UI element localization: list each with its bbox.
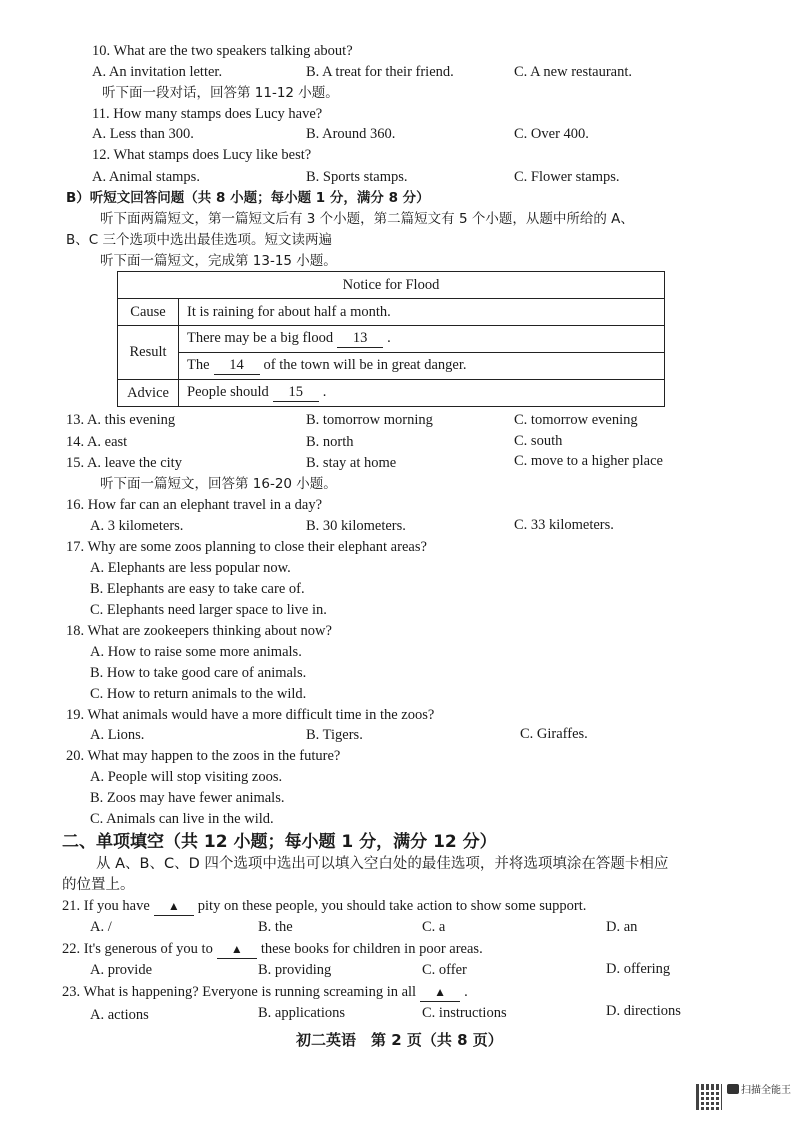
qr-code-pattern: [699, 1087, 719, 1107]
q20-option-b: B. Zoos may have fewer animals.: [90, 790, 285, 806]
q21-suffix: pity on these people, you should take action to show some support.: [197, 898, 587, 914]
q23-stem: [62, 983, 468, 1002]
blank-13: 13: [337, 330, 383, 348]
page-footer: 初二英语 第 2 页（共 8 页）: [296, 1031, 503, 1049]
q14-option-c: C. south: [514, 433, 563, 449]
q16-option-c: C. 33 kilometers.: [514, 517, 614, 533]
q21-option-b: B. the: [258, 919, 293, 935]
q11-stem: 11. How many stamps does Lucy have?: [92, 106, 323, 122]
advice-row: [179, 380, 665, 407]
q18-option-b: B. How to take good care of animals.: [90, 665, 307, 681]
q14-option-b: B. north: [306, 434, 354, 450]
q12-option-c: C. Flower stamps.: [514, 169, 620, 185]
q10-option-a: A. An invitation letter.: [92, 64, 223, 80]
q22-option-a: A. provide: [90, 962, 153, 978]
part2-intro-1: 从 A、B、C、D 四个选项中选出可以填入空白处的最佳选项，并将选项填涂在答题卡相应: [96, 856, 669, 872]
q13-option-a: 13. A. this evening: [66, 412, 176, 428]
q21-stem: [62, 897, 586, 916]
result-label: Result: [118, 326, 179, 380]
scanner-brand: 扫描全能王: [741, 1085, 791, 1096]
q10-option-b: B. A treat for their friend.: [306, 64, 454, 80]
q23-option-d: D. directions: [606, 1003, 681, 1019]
part2-heading: 二、单项填空（共 12 小题；每小题 1 分，满分 12 分）: [62, 832, 497, 852]
q17-option-c: C. Elephants need larger space to live in.: [90, 602, 327, 618]
notice-title: Notice for Flood: [118, 272, 665, 299]
q21-blank-marker: ▲: [167, 899, 180, 913]
q13-option-b: B. tomorrow morning: [306, 412, 433, 428]
advice-label: Advice: [118, 380, 179, 407]
advice-prefix: People should: [187, 384, 269, 400]
q23-blank-marker: ▲: [434, 985, 447, 999]
q22-option-d: D. offering: [606, 961, 671, 977]
q22-option-b: B. providing: [258, 962, 332, 978]
q12-stem: 12. What stamps does Lucy like best?: [92, 147, 312, 163]
q21-option-a: A. /: [90, 919, 112, 935]
q18-option-a: A. How to raise some more animals.: [90, 644, 302, 660]
q19-stem: 19. What animals would have a more difficult time in the zoos?: [66, 707, 435, 723]
dialog-note: 听下面一段对话，回答第 11-12 小题。: [102, 85, 339, 101]
q13-option-c: C. tomorrow evening: [514, 412, 638, 428]
q18-stem: 18. What are zookeepers thinking about now?: [66, 623, 332, 639]
q15-option-b: B. stay at home: [306, 455, 397, 471]
result-row-1: [179, 326, 665, 353]
q22-option-c: C. offer: [422, 962, 467, 978]
q21-option-d: D. an: [606, 919, 638, 935]
q23-prefix: 23. What is happening? Everyone is running screaming in all: [62, 984, 417, 1000]
q22-blank-marker: ▲: [230, 942, 243, 956]
cause-label: Cause: [118, 299, 179, 326]
q20-option-a: A. People will stop visiting zoos.: [90, 769, 283, 785]
q19-option-b: B. Tigers.: [306, 727, 363, 743]
part2-intro-2: 的位置上。: [62, 877, 135, 893]
q11-option-b: B. Around 360.: [306, 126, 396, 142]
q22-prefix: 22. It's generous of you to: [62, 941, 213, 957]
q10-option-c: C. A new restaurant.: [514, 64, 632, 80]
q20-stem: 20. What may happen to the zoos in the future?: [66, 748, 341, 764]
q22-stem: [62, 940, 483, 959]
blank-14: 14: [214, 357, 260, 375]
q15-option-c: C. move to a higher place: [514, 453, 663, 469]
q18-option-c: C. How to return animals to the wild.: [90, 686, 307, 702]
result2-suffix: of the town will be in great danger.: [263, 357, 467, 373]
section-b-heading: B）听短文回答问题（共 8 小题；每小题 1 分，满分 8 分）: [66, 190, 430, 206]
q16-option-b: B. 30 kilometers.: [306, 518, 406, 534]
q20-option-c: C. Animals can live in the wild.: [90, 811, 274, 827]
q12-option-b: B. Sports stamps.: [306, 169, 408, 185]
q23-option-c: C. instructions: [422, 1005, 507, 1021]
passage1-note: 听下面一篇短文，完成第 13-15 小题。: [100, 253, 337, 269]
q14-option-a: 14. A. east: [66, 434, 128, 450]
q22-suffix: these books for children in poor areas.: [260, 941, 483, 957]
passage2-note: 听下面一篇短文，回答第 16-20 小题。: [100, 476, 337, 492]
q10-stem: 10. What are the two speakers talking about?: [92, 43, 353, 59]
blank-15: 15: [273, 384, 319, 402]
q17-option-b: B. Elephants are easy to take care of.: [90, 581, 305, 597]
q21-blank: [154, 897, 194, 916]
advice-suffix: .: [322, 384, 327, 400]
q21-prefix: 21. If you have: [62, 898, 150, 914]
q16-stem: 16. How far can an elephant travel in a day?: [66, 497, 323, 513]
q16-option-a: A. 3 kilometers.: [90, 518, 184, 534]
q11-option-c: C. Over 400.: [514, 126, 589, 142]
q15-option-a: 15. A. leave the city: [66, 455, 182, 471]
q23-blank: [420, 983, 460, 1002]
q23-suffix: .: [464, 984, 468, 1000]
result1-suffix: .: [387, 330, 391, 346]
q17-stem: 17. Why are some zoos planning to close their elephant areas?: [66, 539, 427, 555]
q21-option-c: C. a: [422, 919, 446, 935]
result1-prefix: There may be a big flood: [187, 330, 334, 346]
q19-option-a: A. Lions.: [90, 727, 145, 743]
q11-option-a: A. Less than 300.: [92, 126, 194, 142]
section-b-intro-1: 听下面两篇短文，第一篇短文后有 3 个小题，第二篇短文有 5 个小题，从题中所给的 A、: [100, 211, 634, 227]
cause-text: It is raining for about half a month.: [179, 299, 665, 326]
q12-option-a: A. Animal stamps.: [92, 169, 200, 185]
q22-blank: [217, 940, 257, 959]
scanner-logo-icon: [727, 1084, 739, 1094]
q23-option-b: B. applications: [258, 1005, 345, 1021]
q17-option-a: A. Elephants are less popular now.: [90, 560, 291, 576]
result-row-2: [179, 353, 665, 380]
q19-option-c: C. Giraffes.: [520, 726, 588, 742]
notice-table: [117, 271, 665, 407]
section-b-intro-2: B、C 三个选项中选出最佳选项。短文读两遍: [66, 232, 332, 248]
result2-prefix: The: [187, 357, 210, 373]
q23-option-a: A. actions: [90, 1007, 149, 1023]
